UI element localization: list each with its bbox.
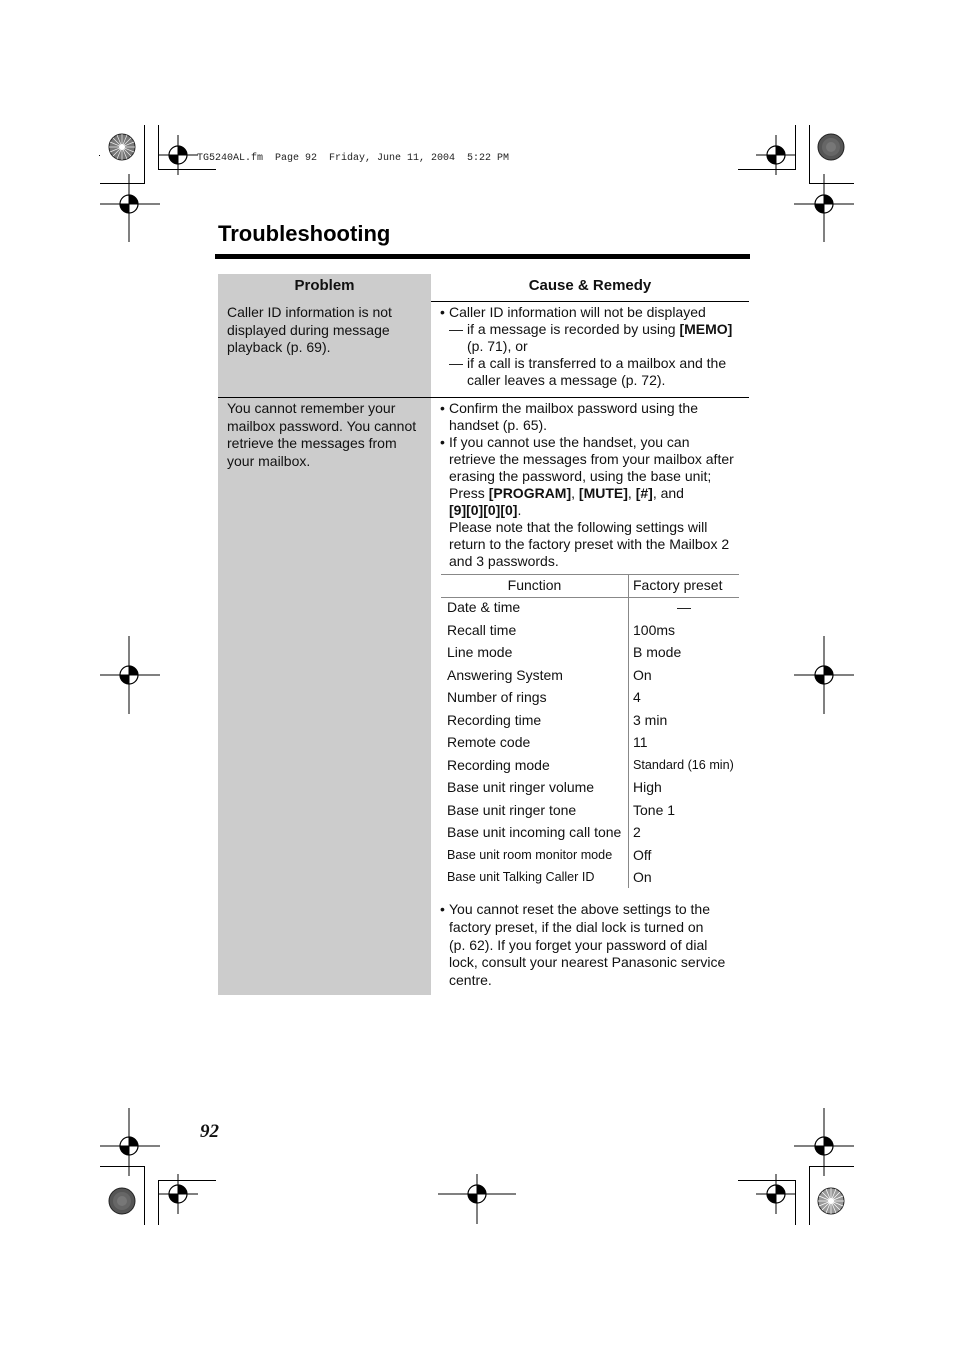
row-divider bbox=[431, 301, 749, 302]
factory-preset-table-header bbox=[441, 575, 739, 597]
crosshair-icon bbox=[794, 636, 854, 714]
file-header: TG5240AL.fm Page 92 Friday, June 11, 2004 5:22 PM bbox=[197, 153, 510, 164]
header-factory-preset: Factory preset bbox=[633, 577, 723, 593]
remedy-text-caller-id: • Caller ID information will not be displayed — if a message is recorded by using [MEMO] (p. 71), or — if a call is transferred to a mailbox and the caller leaves a message (p. 72). bbox=[440, 304, 732, 389]
key-code: [9][0][0][0] bbox=[449, 502, 518, 518]
registration-circle-icon bbox=[816, 132, 846, 162]
page-title: Troubleshooting bbox=[218, 221, 391, 246]
registration-circle-icon bbox=[107, 132, 137, 162]
table-row: Recording mode Standard (16 min) bbox=[447, 756, 734, 773]
table-row: Base unit ringer tone Tone 1 bbox=[447, 801, 676, 818]
remedy-text-dial-lock: • You cannot reset the above settings to the factory preset, if the dial lock is turned on (p. 62). If you forget your password of dial lock, consult your nearest Panasonic service centre. bbox=[440, 901, 725, 990]
key-hash: [#] bbox=[635, 485, 653, 501]
crosshair-icon bbox=[438, 1174, 516, 1224]
table-row: Answering System On bbox=[447, 666, 652, 683]
header-cause-remedy: Cause & Remedy bbox=[528, 277, 652, 294]
table-row: Recall time 100ms bbox=[447, 621, 676, 638]
header-function: Function bbox=[507, 577, 562, 593]
table-row: Base unit ringer volume High bbox=[447, 779, 662, 795]
problem-column-shading bbox=[218, 274, 431, 995]
table-row: Base unit room monitor mode Off bbox=[447, 846, 652, 863]
key-mute: [MUTE] bbox=[578, 485, 628, 501]
crosshair-icon bbox=[794, 1108, 854, 1176]
crosshair-icon bbox=[756, 1174, 796, 1214]
registration-circle-icon bbox=[107, 1186, 137, 1216]
table-row: Recording time 3 min bbox=[447, 711, 668, 728]
table-row: Remote code 11 bbox=[447, 734, 648, 750]
row-divider bbox=[218, 397, 749, 398]
remedy-text-password: • Confirm the mailbox password using the handset (p. 65). • If you cannot use the handset, you can retrieve the messages from your mailbox after erasing the password, using the base unit; Press [PROGRAM], [MUTE], [#], and [9][0][0][0]. Please note that the following settings will return to the factory preset with the Mailbox 2 and 3 passwords. bbox=[440, 400, 734, 570]
table-row: Line mode B mode bbox=[447, 644, 682, 660]
header-problem: Problem bbox=[294, 277, 355, 294]
key-program: [PROGRAM] bbox=[488, 485, 572, 501]
table-row: Number of rings 4 bbox=[447, 689, 641, 705]
crosshair-icon bbox=[158, 1174, 198, 1214]
crosshair-icon bbox=[100, 174, 160, 242]
title-rule bbox=[215, 254, 750, 259]
crosshair-icon bbox=[756, 135, 796, 175]
problem-text-password: You cannot remember your mailbox password. You cannot retrieve the messages from your mailbox. bbox=[227, 400, 417, 470]
problem-text-caller-id: Caller ID information is not displayed during message playback (p. 69). bbox=[227, 304, 392, 356]
table-row: Base unit incoming call tone 2 bbox=[447, 824, 641, 840]
crosshair-icon bbox=[158, 135, 198, 175]
page-number: 92 bbox=[200, 1121, 219, 1142]
table-row: Date & time — bbox=[447, 599, 691, 615]
registration-circle-icon bbox=[816, 1186, 846, 1216]
table-row: Base unit Talking Caller ID On bbox=[447, 869, 652, 885]
crosshair-icon bbox=[100, 1108, 160, 1176]
crosshair-icon bbox=[100, 636, 160, 714]
crosshair-icon bbox=[794, 174, 854, 242]
